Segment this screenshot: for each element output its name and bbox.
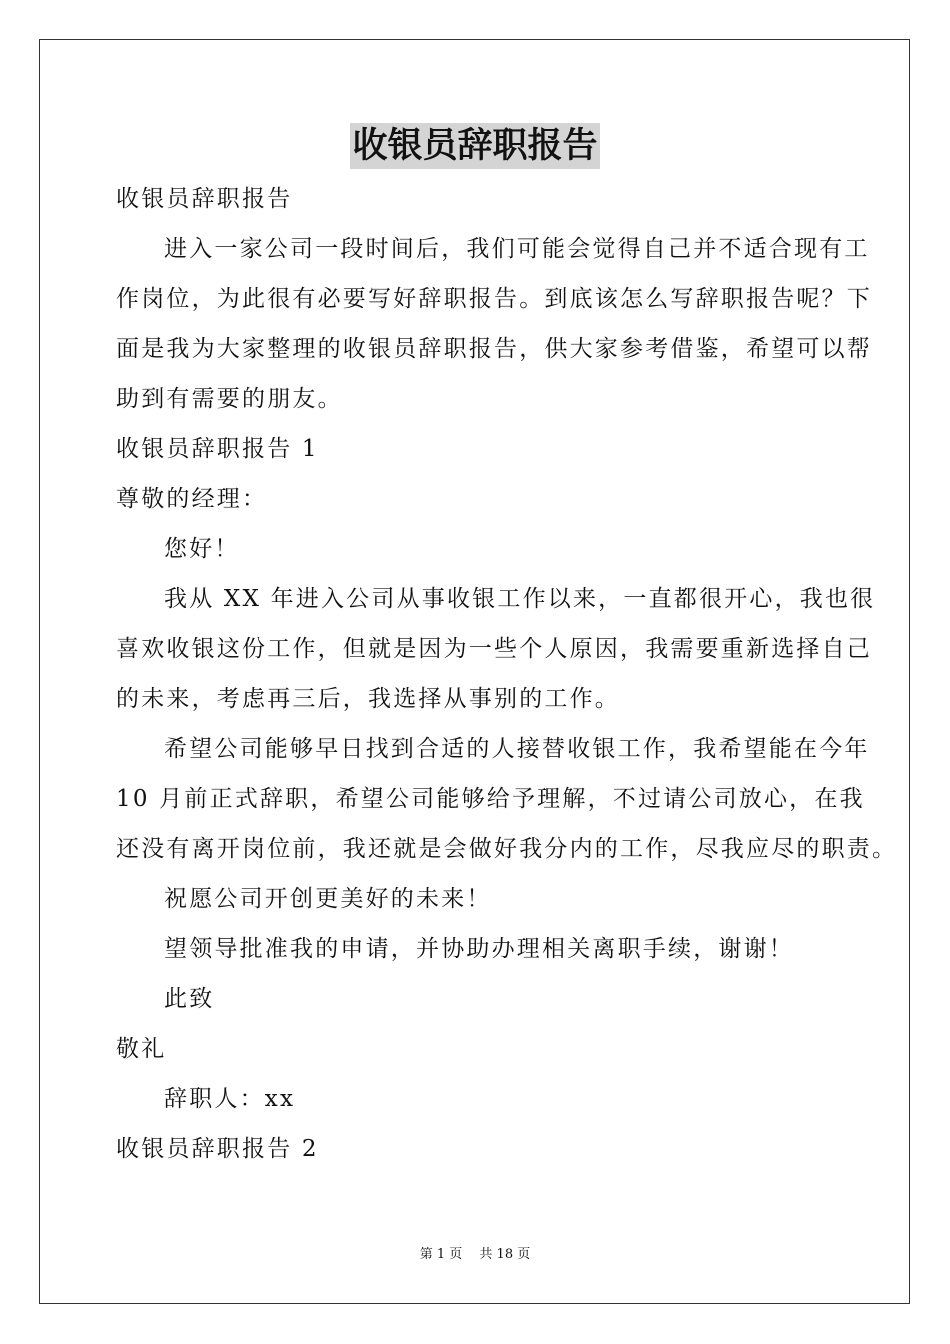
paragraph-line: 望领导批准我的申请，并协助办理相关离职手续，谢谢！ <box>164 936 794 962</box>
paragraph-line: 我从 XX 年进入公司从事收银工作以来，一直都很开心，我也很 <box>164 586 876 612</box>
signature-line: 辞职人：xx <box>164 1086 296 1112</box>
paragraph-line: 祝愿公司开创更美好的未来！ <box>164 886 492 912</box>
closing-salute: 敬礼 <box>116 1036 167 1062</box>
page-border <box>39 39 910 1304</box>
paragraph-line: 喜欢收银这份工作，但就是因为一些个人原因，我需要重新选择自己 <box>116 636 872 662</box>
page-footer: 第 1 页 共 18 页 <box>419 1247 531 1262</box>
paragraph-line: 10 月前正式辞职，希望公司能够给予理解，不过请公司放心，在我 <box>116 786 865 812</box>
salutation: 尊敬的经理： <box>116 486 268 512</box>
paragraph-line: 的未来，考虑再三后，我选择从事别的工作。 <box>116 686 620 712</box>
paragraph-line: 作岗位，为此很有必要写好辞职报告。到底该怎么写辞职报告呢？下 <box>116 286 872 312</box>
paragraph-line: 还没有离开岗位前，我还就是会做好我分内的工作，尽我应尽的职责。 <box>116 836 898 862</box>
section-heading: 收银员辞职报告 2 <box>116 1136 319 1162</box>
title-container <box>0 123 950 169</box>
paragraph-line: 希望公司能够早日找到合适的人接替收银工作，我希望能在今年 <box>164 736 870 762</box>
document-title: 收银员辞职报告 <box>350 123 599 169</box>
paragraph-line: 进入一家公司一段时间后，我们可能会觉得自己并不适合现有工 <box>164 236 870 262</box>
greeting: 您好！ <box>164 536 240 562</box>
paragraph-line: 面是我为大家整理的收银员辞职报告，供大家参考借鉴，希望可以帮 <box>116 336 872 362</box>
closing-phrase: 此致 <box>164 986 215 1012</box>
paragraph-line: 助到有需要的朋友。 <box>116 386 343 412</box>
section-heading: 收银员辞职报告 1 <box>116 436 319 462</box>
subtitle: 收银员辞职报告 <box>116 186 293 212</box>
